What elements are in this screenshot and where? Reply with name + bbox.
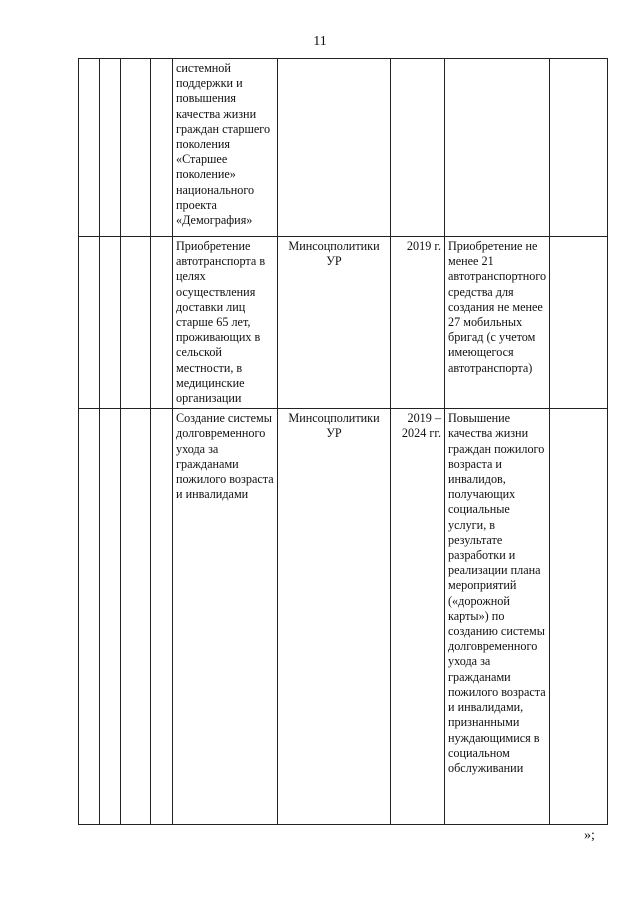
result-cell — [445, 59, 550, 237]
page-number: 11 — [313, 34, 327, 49]
empty-cell — [121, 237, 151, 409]
closing-quote-mark: »; — [584, 828, 595, 843]
empty-cell — [79, 237, 100, 409]
result-cell: Приобретение не менее 21 автотранспортного средства для создания не менее 27 мобильных бригад (с учетом имеющегося автотранспорта) — [445, 237, 550, 409]
agency-cell: Минсоцполитики УР — [278, 409, 391, 825]
empty-cell — [550, 59, 608, 237]
period-cell: 2019 – 2024 гг. — [391, 409, 445, 825]
measure-cell: Приобретение автотранспорта в целях осуществления доставки лиц старше 65 лет, проживающих в сельской местности, в медицинские организации — [173, 237, 278, 409]
empty-cell — [550, 409, 608, 825]
result-cell: Повышение качества жизни граждан пожилого возраста и инвалидов, получающих социальные услуги, в результате разработки и реализации плана мероприятий («дорожной карты») по созданию системы долговременного ухода за гражданами пожилого возраста и инвалидами, признанными нуждающимися в социальном обслуживании — [445, 409, 550, 825]
empty-cell — [151, 237, 173, 409]
empty-cell — [151, 409, 173, 825]
measures-table — [78, 58, 608, 825]
empty-cell — [550, 237, 608, 409]
empty-cell — [100, 59, 121, 237]
agency-cell — [278, 59, 391, 237]
empty-cell — [100, 237, 121, 409]
empty-cell — [100, 409, 121, 825]
period-cell: 2019 г. — [391, 237, 445, 409]
table-row — [79, 237, 608, 409]
empty-cell — [79, 409, 100, 825]
table-row — [79, 409, 608, 825]
agency-cell: Минсоцполитики УР — [278, 237, 391, 409]
empty-cell — [121, 409, 151, 825]
empty-cell — [79, 59, 100, 237]
empty-cell — [151, 59, 173, 237]
table-row — [79, 59, 608, 237]
empty-cell — [121, 59, 151, 237]
measure-cell: системной поддержки и повышения качества жизни граждан старшего поколения «Старшее поколение» национального проекта «Демография» — [173, 59, 278, 237]
period-cell — [391, 59, 445, 237]
measure-cell: Создание системы долговременного ухода за гражданами пожилого возраста и инвалидами — [173, 409, 278, 825]
